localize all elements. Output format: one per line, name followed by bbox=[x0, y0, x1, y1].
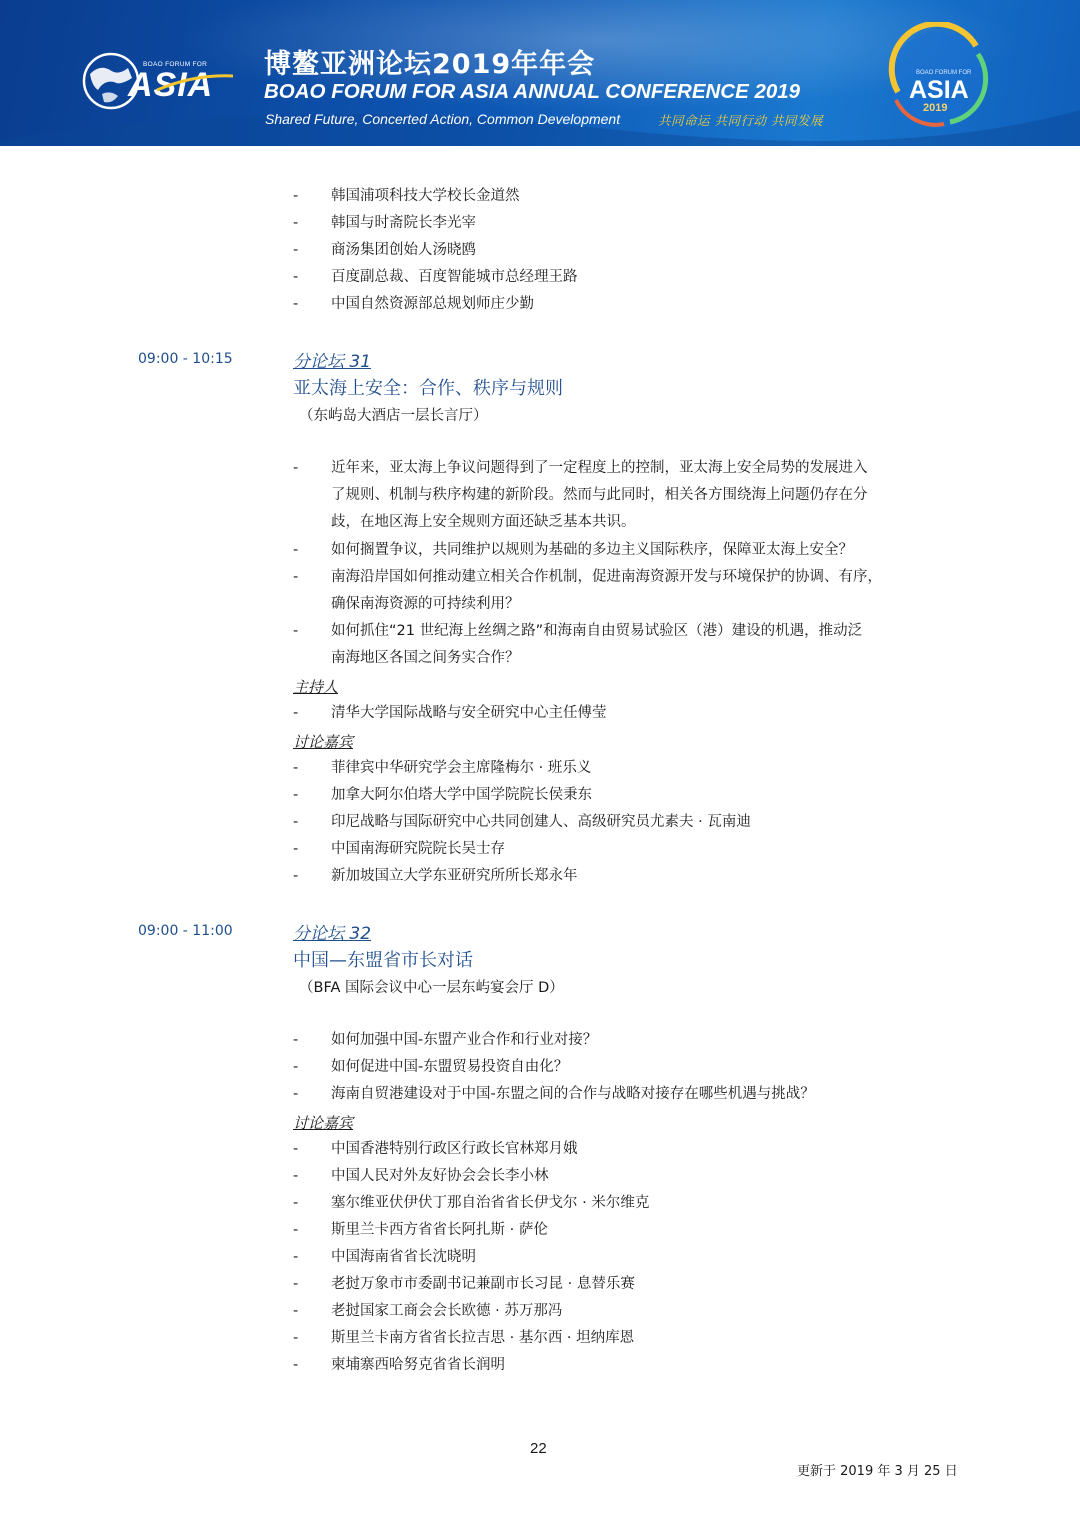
list-dash: - bbox=[293, 1330, 299, 1346]
panelist-name: 老挝万象市市委副书记兼副市长习昆 · 息替乐赛 bbox=[331, 1276, 635, 1292]
logo-left-caption: BOAO FORUM FOR bbox=[143, 61, 208, 68]
panelists-label: 讨论嘉宾 bbox=[293, 733, 354, 751]
session-title: 亚太海上安全：合作、秩序与规则 bbox=[293, 378, 563, 399]
session-number: 分论坛 31 bbox=[293, 352, 372, 372]
panelist-name: 塞尔维亚伏伊伏丁那自治省省长伊戈尔 · 米尔维克 bbox=[331, 1195, 650, 1211]
panelist-name: 菲律宾中华研究学会主席隆梅尔 · 班乐义 bbox=[331, 760, 592, 776]
list-dash: - bbox=[293, 542, 299, 558]
question-line: 了规则、机制与秩序构建的新阶段。然而与此同时，相关各方围绕海上问题仍存在分 bbox=[331, 487, 868, 503]
panelists-label: 讨论嘉宾 bbox=[293, 1114, 354, 1132]
list-dash: - bbox=[293, 623, 299, 639]
speaker-name: 韩国与时斋院长李光宰 bbox=[331, 215, 476, 231]
panelist-name: 中国香港特别行政区行政长官林郑月娥 bbox=[331, 1141, 578, 1157]
panelist-name: 柬埔寨西哈努克省省长润明 bbox=[331, 1357, 505, 1373]
speaker-name: 韩国浦项科技大学校长金道然 bbox=[331, 188, 520, 204]
logo-swoosh-icon bbox=[155, 70, 235, 94]
session-venue: （东屿岛大酒店一层长言厅） bbox=[299, 408, 488, 424]
list-dash: - bbox=[293, 868, 299, 884]
panelist-name: 斯里兰卡南方省省长拉吉思 · 基尔西 · 坦纳库恩 bbox=[331, 1330, 635, 1346]
panelist-name: 斯里兰卡西方省省长阿扎斯 · 萨伦 bbox=[331, 1222, 548, 1238]
panelist-name: 新加坡国立大学东亚研究所所长郑永年 bbox=[331, 868, 578, 884]
emblem-caption: BOAO FORUM FOR bbox=[916, 70, 972, 76]
list-dash: - bbox=[293, 460, 299, 476]
conference-theme-cn: 共同命运 共同行动 共同发展 bbox=[658, 113, 823, 128]
question-text: 如何加强中国-东盟产业合作和行业对接？ bbox=[331, 1032, 598, 1048]
question-line: 确保南海资源的可持续利用？ bbox=[331, 596, 520, 612]
panelist-name: 印尼战略与国际研究中心共同创建人、高级研究员尤素夫 · 瓦南迪 bbox=[331, 814, 751, 830]
question-line: 南海沿岸国如何推动建立相关合作机制，促进南海资源开发与环境保护的协调、有序， bbox=[331, 569, 882, 585]
conference-title-cn: 博鳌亚洲论坛2019年年会 bbox=[264, 49, 596, 80]
page-number: 22 bbox=[530, 1440, 547, 1457]
list-dash: - bbox=[293, 569, 299, 585]
panelist-name: 中国人民对外友好协会会长李小林 bbox=[331, 1168, 549, 1184]
list-dash: - bbox=[293, 242, 299, 258]
list-dash: - bbox=[293, 1032, 299, 1048]
list-dash: - bbox=[293, 1195, 299, 1211]
question-line: 歧，在地区海上安全规则方面还缺乏基本共识。 bbox=[331, 514, 636, 530]
list-dash: - bbox=[293, 1276, 299, 1292]
question-line: 南海地区各国之间务实合作？ bbox=[331, 650, 520, 666]
moderator-label: 主持人 bbox=[293, 678, 339, 696]
question-line: 近年来，亚太海上争议问题得到了一定程度上的控制，亚太海上安全局势的发展进入 bbox=[331, 460, 868, 476]
list-dash: - bbox=[293, 760, 299, 776]
panelist-name: 加拿大阿尔伯塔大学中国学院院长侯秉东 bbox=[331, 787, 592, 803]
list-dash: - bbox=[293, 1249, 299, 1265]
panelist-name: 中国海南省省长沈晓明 bbox=[331, 1249, 476, 1265]
session-number: 分论坛 32 bbox=[293, 924, 372, 944]
conference-theme-en: Shared Future, Concerted Action, Common Development bbox=[265, 111, 621, 127]
question-text: 海南自贸港建设对于中国-东盟之间的合作与战略对接存在哪些机遇与挑战？ bbox=[331, 1086, 815, 1102]
session-venue: （BFA 国际会议中心一层东屿宴会厅 D） bbox=[299, 980, 564, 996]
list-dash: - bbox=[293, 1303, 299, 1319]
list-dash: - bbox=[293, 215, 299, 231]
panelist-name: 老挝国家工商会会长欧德 · 苏万那冯 bbox=[331, 1303, 563, 1319]
session-time: 09:00 - 11:00 bbox=[138, 923, 233, 939]
list-dash: - bbox=[293, 1086, 299, 1102]
session-title: 中国—东盟省市长对话 bbox=[293, 950, 473, 971]
moderator-name: 清华大学国际战略与安全研究中心主任傅莹 bbox=[331, 705, 607, 721]
header-banner bbox=[0, 0, 1080, 146]
list-dash: - bbox=[293, 705, 299, 721]
list-dash: - bbox=[293, 1357, 299, 1373]
conference-title-en: BOAO FORUM FOR ASIA ANNUAL CONFERENCE 2019 bbox=[264, 80, 801, 103]
emblem-year: 2019 bbox=[923, 102, 948, 114]
list-dash: - bbox=[293, 188, 299, 204]
speaker-name: 中国自然资源部总规划师庄少勤 bbox=[331, 296, 534, 312]
list-dash: - bbox=[293, 787, 299, 803]
list-dash: - bbox=[293, 269, 299, 285]
panelist-name: 中国南海研究院院长吴士存 bbox=[331, 841, 505, 857]
question-line: 如何搁置争议，共同维护以规则为基础的多边主义国际秩序，保障亚太海上安全？ bbox=[331, 542, 853, 558]
list-dash: - bbox=[293, 1222, 299, 1238]
list-dash: - bbox=[293, 1168, 299, 1184]
session-time: 09:00 - 10:15 bbox=[138, 351, 233, 367]
speaker-name: 百度副总裁、百度智能城市总经理王路 bbox=[331, 269, 578, 285]
updated-date: 更新于 2019 年 3 月 25 日 bbox=[797, 1464, 958, 1479]
list-dash: - bbox=[293, 296, 299, 312]
list-dash: - bbox=[293, 841, 299, 857]
logo-left-wordmark: ASIA bbox=[128, 66, 214, 104]
list-dash: - bbox=[293, 1059, 299, 1075]
question-text: 如何促进中国-东盟贸易投资自由化？ bbox=[331, 1059, 569, 1075]
emblem-wordmark: ASIA bbox=[909, 76, 969, 104]
list-dash: - bbox=[293, 1141, 299, 1157]
speaker-name: 商汤集团创始人汤晓鸥 bbox=[331, 242, 476, 258]
question-line: 如何抓住“21 世纪海上丝绸之路”和海南自由贸易试验区（港）建设的机遇，推动泛 bbox=[331, 623, 863, 639]
list-dash: - bbox=[293, 814, 299, 830]
